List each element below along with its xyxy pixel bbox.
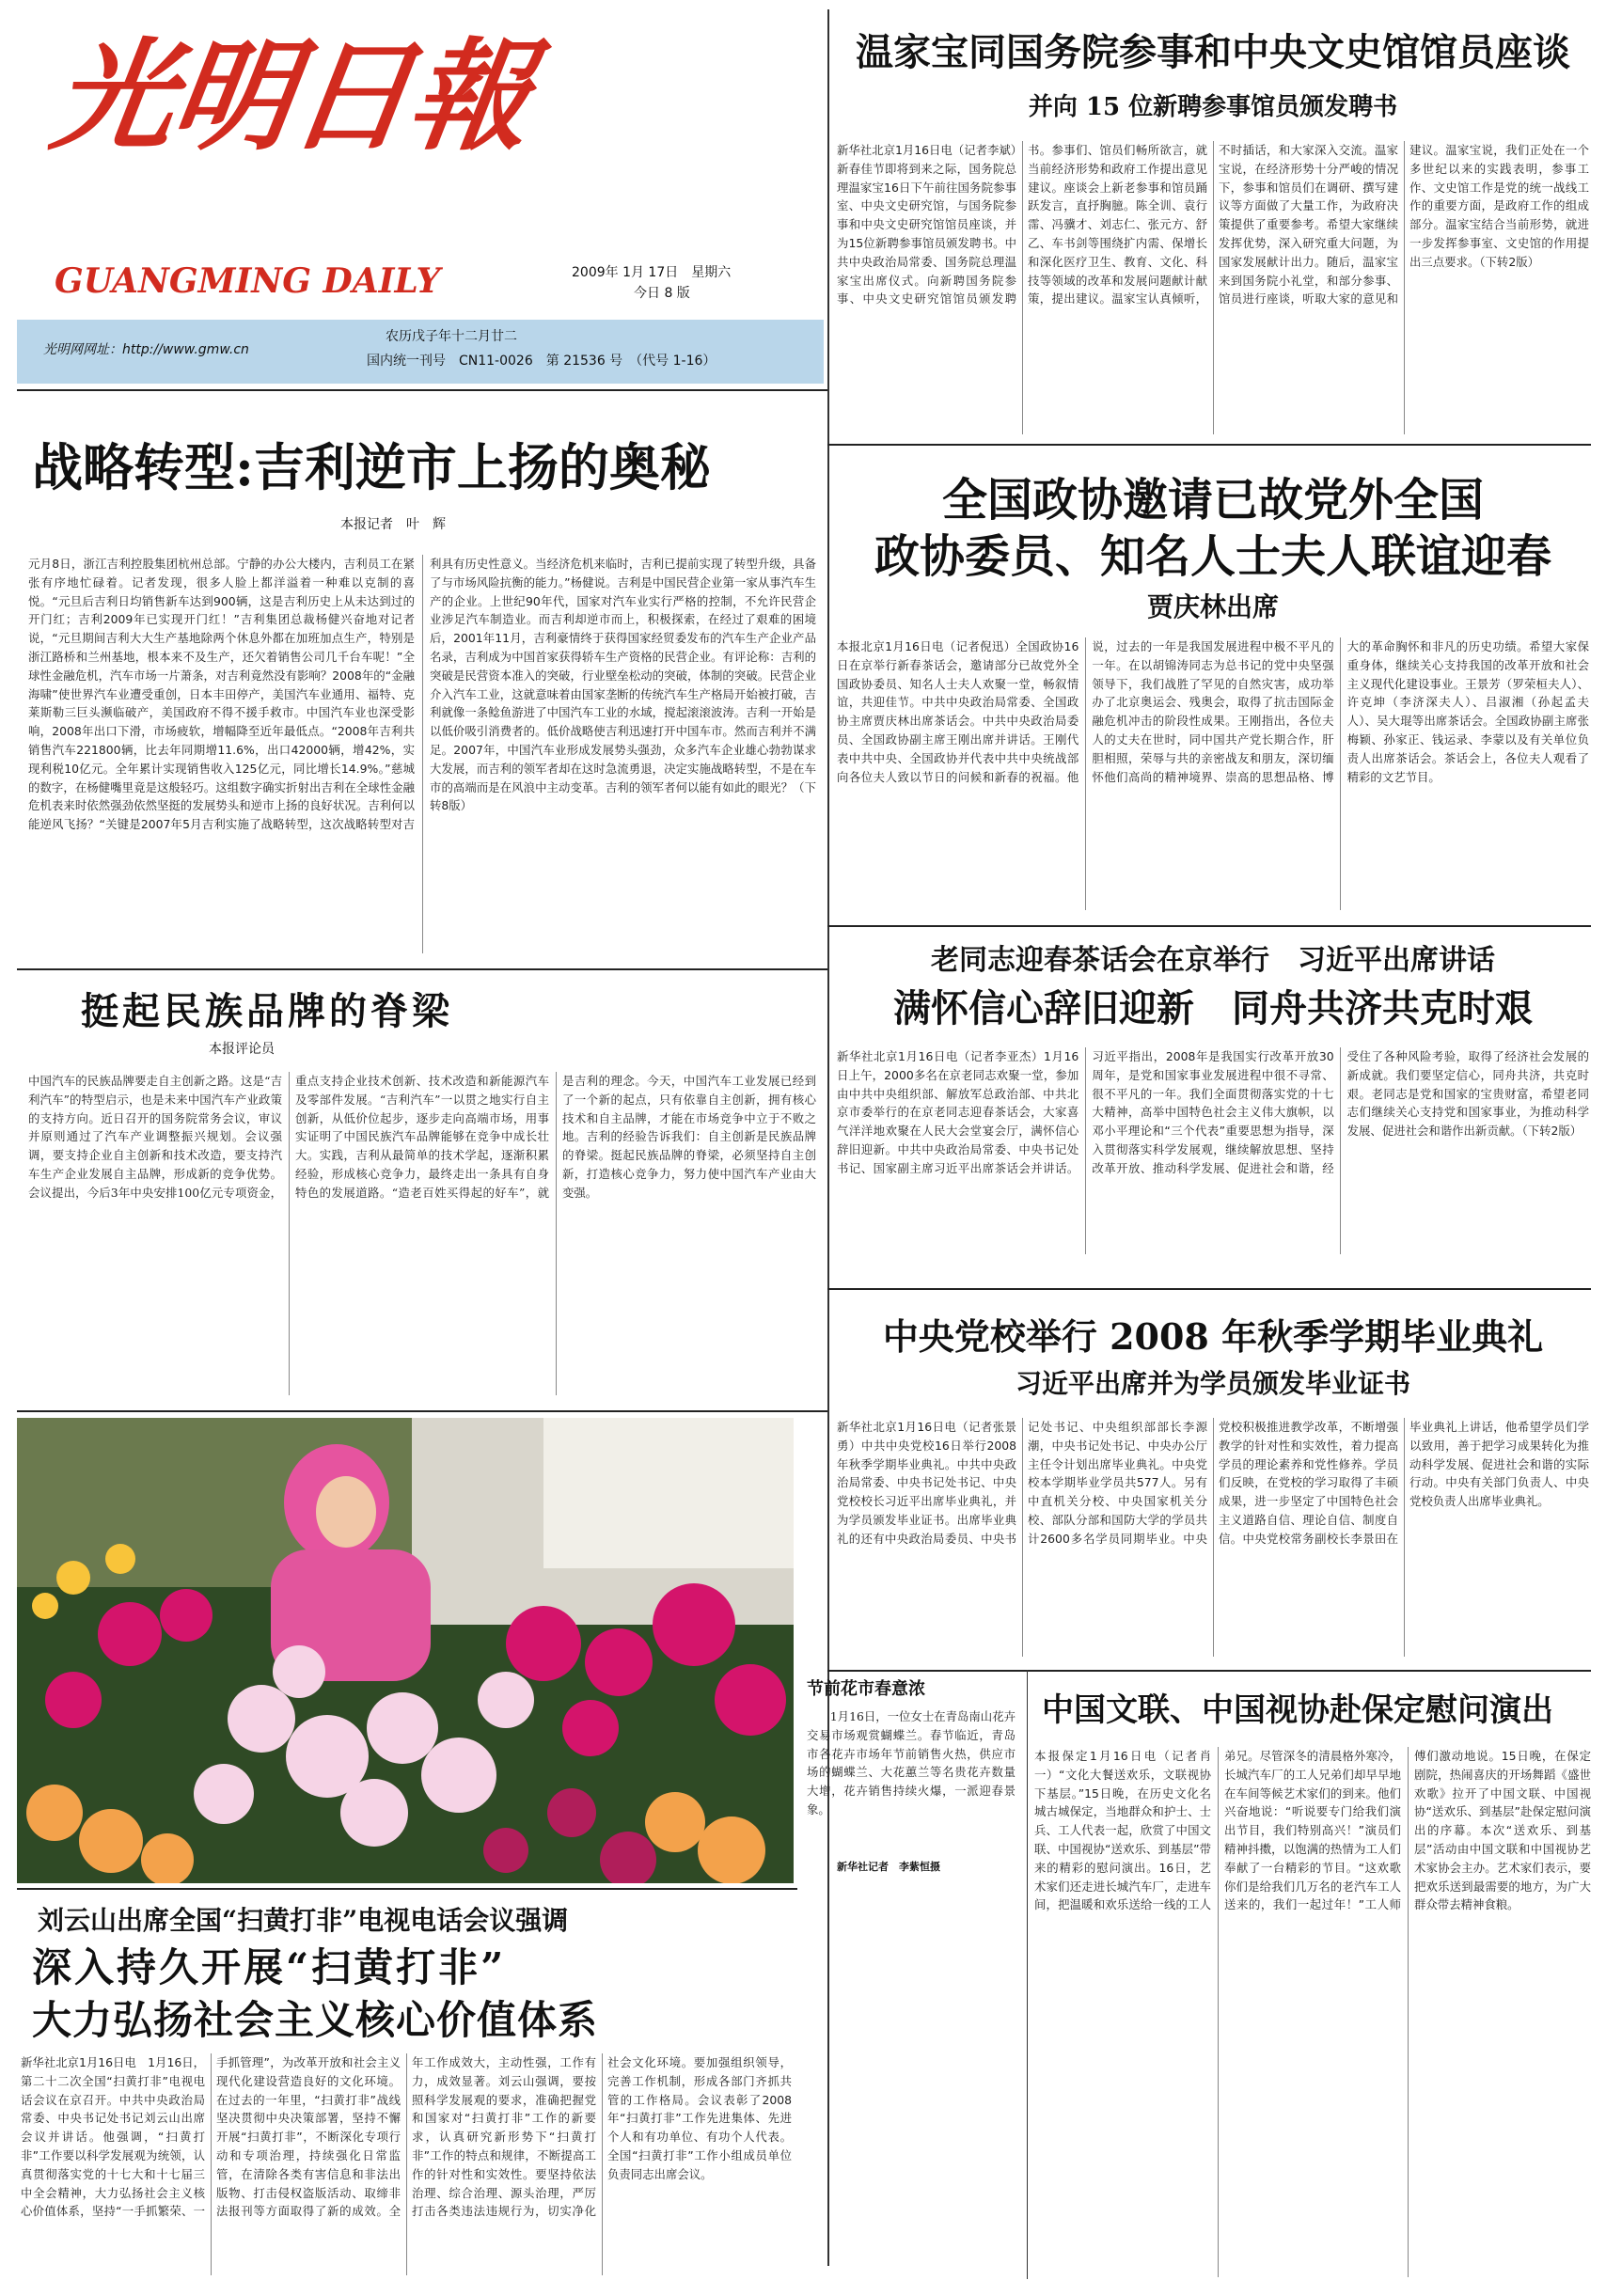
divider [827, 1670, 1591, 1672]
orchid-photo-image [17, 1418, 794, 1883]
subheadline: 习近平出席并为学员颁发毕业证书 [1015, 1368, 1410, 1399]
headline: 挺起民族品牌的脊梁 [81, 989, 453, 1033]
article-arts [1034, 1677, 1591, 2279]
flower-photo [17, 1418, 794, 1883]
photo-caption [799, 1674, 1023, 1909]
masthead-info-bar [17, 320, 824, 384]
headline: 战略转型:吉利逆市上扬的奥秘 [32, 437, 711, 497]
headline: 温家宝同国务院参事和中央文史馆馆员座谈 [856, 30, 1570, 74]
byline: 本报记者 叶 辉 [340, 517, 446, 532]
divider [1027, 1670, 1028, 2279]
headline: 中国文联、中国视协赴保定慰问演出 [1042, 1691, 1553, 1729]
article-body: 元月8日，浙江吉利控股集团杭州总部。宁静的办公大楼内，吉利员工在紧张有序地忙碌着。记者发现，很多人脸上都洋溢着一种难以克制的喜悦。“元旦后吉利日均销售新车达到900辆，这是吉利历史上从未达到过的开门红；吉利2009年已实现开门红！”吉利集团总裁杨健兴奋地对记者说，“元旦期间吉利大大生产基地除两个休息外都在加班加点生产，特别是浙江路桥和兰州基地，根本来不及生产，还欠着销售公司几千台车呢！”全球性金融危机，汽车市场一片萧条，对吉利竟然没有影响？2008年的“金融海啸”使世界汽车业遭受重创，日本丰田停产，美国汽车业通用、福特、克莱斯勒三巨头濒临破产，美国政府不得不援手救市。中国汽车业也深受影响，2008年出口下滑，市场疲软，增幅降至近年最低点。“2008年吉利共销售汽车221800辆，比去年同期增11.6%，出口42000辆，增42%，实现利税10亿元。全年累计实现销售收入125亿元，同比增长14.9%。”慈城的数字，在杨健嘴里竟是这般轻巧。这组数字确实折射出吉利在全球性金融危机表来时依然强劲依然坚挺的发展势头和逆市上扬的良好状况。吉利何以能逆风飞扬？“关键是2007年5月吉利实施了战略转型，这次战略转型对吉利具有历史性意义。当经济危机来临时，吉利已提前实现了转型升级，具备了与市场风险抗衡的能力。”杨健说。吉利是中国民营企业第一家从事汽车生产的企业。上世纪90年代，国家对汽车业实行严格的控制，不允许民营企业涉足汽车制造业。而吉利却逆市而上，积极探索，在经过了艰难的困境后，2001年11月，吉利豪情终于获得国家经贸委发布的汽车生产企业产品名录，吉利成为中国首家获得轿车生产资格的民营企业。有评论称：吉利的突破是民营资本准入的突破，行业壁垒松动的突破，体制的突破。民营企业介入汽车工业，这就意味着由国家垄断的传统汽车生产格局开始被打破，吉利就像一条鲶鱼游进了中国汽车工业的水域，搅起滚滚波涛。吉利一开始是以低价吸引消费者的。低价战略使吉利迅速打开中国车市。然而吉利并不满足。2007年，中国汽车业形成发展势头强劲，众多汽车企业雄心勃勃谋求大发展，而吉利的领军者却在这时急流勇退，决定实施战略转型，不是在车市的高端而是在风浪中主动变革。吉利的领军者何以能有如此的眼光？（下转8版） [28, 557, 816, 832]
lunar-date: 农历戊子年十二月廿二 [386, 329, 517, 344]
article-tea [837, 935, 1589, 1288]
subheadline: 贾庆林出席 [1146, 591, 1279, 622]
headline: 满怀信心辞旧迎新 同舟共济共克时艰 [893, 986, 1533, 1030]
headline: 全国政协邀请已故党外全国 [941, 474, 1484, 527]
pages-count: 今日 8 版 [634, 286, 690, 301]
divider [827, 9, 829, 2266]
issue-date: 2009年 1月 17日 星期六 [572, 265, 732, 280]
kicker: 刘云山出席全国“扫黄打非”电视电话会议强调 [38, 1905, 569, 1936]
photo-credit: 新华社记者 李紫恒摄 [837, 1861, 940, 1873]
headline-small: 老同志迎春茶话会在京举行 习近平出席讲话 [931, 944, 1495, 977]
article-jili [21, 399, 820, 953]
article-wen [837, 17, 1589, 436]
headline: 中央党校举行 2008 年秋季学期毕业典礼 [882, 1315, 1544, 1358]
caption-title: 节前花市春意浓 [807, 1679, 925, 1699]
headline: 大力弘扬社会主义核心价值体系 [32, 1997, 599, 2043]
article-party-school [837, 1297, 1589, 1664]
masthead [17, 9, 826, 385]
divider [17, 1888, 797, 1890]
divider [17, 968, 827, 970]
caption-text: 1月16日，一位女士在青岛南山花卉交易市场观赏蝴蝶兰。春节临近，青岛市各花卉市场年节前销售火热，供应市场的蝴蝶兰、大花蕙兰等名贵花卉数量大增，花卉销售持续火爆，一派迎春景象。 [807, 1709, 1016, 1816]
divider [827, 444, 1591, 446]
article-body: 新华社北京1月16日电（记者李斌）新春佳节即将到来之际，国务院总理温家宝16日下午前往国务院参事室、中央文史研究馆，与国务院参事和中央文史研究馆馆员座谈，并为15位新聘参事馆员颁发聘书。中共中央政治局常委、国务院总理温家宝出席仪式。向新聘国务院参事、中央文史研究馆馆员颁发聘书。参事们、馆员们畅所欲言，就当前经济形势和政府工作提出意见建议。座谈会上新老参事和馆员踊跃发言，直抒胸臆。陈全训、袁行霈、冯骥才、刘志仁、张元方、舒乙、车书剑等围绕扩内需、保增长和深化医疗卫生、教育、文化、科技等领域的改革和发展问题献计献策，提出建议。温家宝认真倾听，不时插话，和大家深入交流。温家宝说，在经济形势十分严峻的情况下，参事和馆员们在调研、撰写建议等方面做了大量工作，为政府决策提供了重要参考。希望大家继续发挥优势，深入研究重大问题，为国家发展献计出力。随后，温家宝来到国务院小礼堂，和部分参事、馆员进行座谈，听取大家的意见和建议。温家宝说，我们正处在一个多世纪以来的实践表明，参事工作、文史馆工作是党的统一战线工作的重要方面，是政府工作的组成部分。温家宝结合当前形势，就进一步发挥参事室、文史馆的作用提出三点要求。（下转2版） [837, 143, 1589, 307]
byline: 本报评论员 [209, 1042, 275, 1057]
article-body: 本报保定1月16日电（记者肖一）“文化大餐送欢乐，文联视协下基层。”15日晚，在历史文化名城古城保定，当地群众和护士、士兵、工人代表一起，欣赏了中国文联、中国视协“送欢乐、到基层”带来的精彩的慰问演出。16日，艺术家们还走进长城汽车厂，走进车间，把温暖和欢乐送给一线的工人弟兄。尽管深冬的清晨格外寒冷，长城汽车厂的工人兄弟们却早早地在车间等候艺术家们的到来。他们兴奋地说：“听说要专门给我们演出节目，我们特别高兴！”演员们精神抖擞，以饱满的热情为工人们奉献了一台精彩的节目。“这欢歌你们是给我们几万名的老汽车工人送来的，我们一起过年！”工人师傅们激动地说。15日晚，在保定剧院，热闹喜庆的开场舞蹈《盛世欢歌》拉开了中国文联、中国视协“送欢乐、到基层”赴保定慰问演出的序幕。本次“送欢乐、到基层”活动由中国文联和中国视协艺术家协会主办。艺术家们表示，要把欢乐送到最需要的地方，为广大群众带去精神食粮。 [1034, 1749, 1591, 1912]
issue-number: 国内统一刊号 CN11-0026 第 21536 号 （代号 1-16） [367, 354, 716, 369]
article-anti-porn [21, 1895, 792, 2281]
website: 光明网网址：http://www.gmw.cn [43, 342, 249, 357]
divider [827, 925, 1591, 927]
divider [827, 1288, 1591, 1290]
headline: 深入持久开展“扫黄打非” [32, 1944, 507, 1990]
article-body: 新华社北京1月16日电（记者李亚杰）1月16日上午，2000多名在京老同志欢聚一堂，参加由中共中央组织部、解放军总政治部、中共北京市委举行的在京老同志迎春茶话会，大家喜气洋洋地欢聚在人民大会堂宴会厅，满怀信心辞旧迎新。中共中央政治局常委、中央书记处书记、国家副主席习近平出席茶话会并讲话。习近平指出，2008年是我国实行改革开放30周年，是党和国家事业发展进程中很不寻常、很不平凡的一年。我们全面贯彻落实党的十七大精神，高举中国特色社会主义伟大旗帜，以邓小平理论和“三个代表”重要思想为指导，深入贯彻落实科学发展观，继续解放思想、坚持改革开放、推动科学发展、促进社会和谐，经受住了各种风险考验，取得了经济社会发展的新成就。我们要坚定信心，同舟共济，共克时艰。老同志是党和国家的宝贵财富，希望老同志们继续关心支持党和国家事业，为推动科学发展、促进社会和谐作出新贡献。（下转2版） [837, 1049, 1589, 1175]
headline: 政协委员、知名人士夫人联谊迎春 [874, 530, 1551, 583]
divider [17, 1410, 827, 1412]
article-body: 新华社北京1月16日电（记者张景勇）中共中央党校16日举行2008年秋季学期毕业典礼。中共中央政治局常委、中央书记处书记、中央党校校长习近平出席毕业典礼，并为学员颁发毕业证书。出席毕业典礼的还有中央政治局委员、中央书记处书记、中央组织部部长李源潮，中央书记处书记、中央办公厅主任令计划出席毕业典礼。中央党校本学期毕业学员共577人。另有中直机关分校、中央国家机关分校、部队分部和国防大学的学员共计2600多名学员同期毕业。中央党校积极推进教学改革，不断增强教学的针对性和实效性，着力提高学员的理论素养和党性修养。学员们反映，在党校的学习取得了丰硕成果，进一步坚定了中国特色社会主义道路自信、理论自信、制度自信。中央党校常务副校长李景田在毕业典礼上讲话，他希望学员们学以致用，善于把学习成果转化为推动科学发展、促进社会和谐的实际行动。中央有关部门负责人、中央党校负责人出席毕业典礼。 [837, 1420, 1589, 1546]
article-body: 本报北京1月16日电（记者倪迅）全国政协16日在京举行新春茶话会，邀请部分已故党外全国政协委员、知名人士夫人欢聚一堂，畅叙情谊，共迎佳节。中共中央政治局常委、全国政协主席贾庆林出席茶话会。中共中央政治局委员、全国政协副主席王刚出席并讲话。王刚代表中共中央、全国政协并代表中共中央统战部向各位夫人致以节日的问候和新春的祝福。他说，过去的一年是我国发展进程中极不平凡的一年。在以胡锦涛同志为总书记的党中央坚强领导下，我们战胜了罕见的自然灾害，成功举办了北京奥运会、残奥会，取得了抗击国际金融危机冲击的阶段性成果。王刚指出，各位夫人的丈夫在世时，同中国共产党长期合作，肝胆相照，荣辱与共的亲密战友和朋友，深切缅怀他们高尚的精神境界、崇高的思想品格、博大的革命胸怀和非凡的历史功绩。希望大家保重身体，继续关心支持我国的改革开放和社会主义现代化建设事业。王景芳（罗荣桓夫人）、许克坤（李济深夫人）、吕淑湘（孙起孟夫人）、吴大琨等出席茶话会。全国政协副主席张梅颖、孙家正、钱运录、李蒙以及有关单位负责人出席茶话会。茶话会上，各位夫人观看了精彩的文艺节目。 [837, 639, 1589, 784]
article-body: 新华社北京1月16日电 1月16日，第二十二次全国“扫黄打非”电视电话会议在京召开。中共中央政治局常委、中央书记处书记刘云山出席会议并讲话。他强调，“扫黄打非”工作要以科学发展观为统领，认真贯彻落实党的十七大和十七届三中全会精神，大力弘扬社会主义核心价值体系，坚持“一手抓繁荣、一手抓管理”，为改革开放和社会主义现代化建设营造良好的文化环境。在过去的一年里，“扫黄打非”战线坚决贯彻中央决策部署，坚持不懈开展“扫黄打非”，不断深化专项行动和专项治理，持续强化日常监管，在清除各类有害信息和非法出版物、打击侵权盗版活动、取缔非法报刊等方面取得了新的成效。全年工作成效大，主动性强，工作有力，成效显著。刘云山强调，要按照科学发展观的要求，准确把握党和国家对“扫黄打非”工作的新要求，认真研究新形势下“扫黄打非”工作的特点和规律，不断提高工作的针对性和实效性。要坚持依法治理、综合治理、源头治理，严厉打击各类违法违规行为，切实净化社会文化环境。要加强组织领导，完善工作机制，形成各部门齐抓共管的工作格局。会议表彰了2008年“扫黄打非”工作先进集体、先进个人和有功单位、有功个人代表。全国“扫黄打非”工作小组成员单位负责同志出席会议。 [21, 2055, 792, 2219]
masthead-logo-en: GUANGMING DAILY [55, 261, 441, 301]
divider [17, 389, 827, 391]
subheadline: 并向 15 位新聘参事馆员颁发聘书 [1028, 93, 1398, 121]
article-cppcc [837, 453, 1589, 914]
article-body: 中国汽车的民族品牌要走自主创新之路。这是“吉利汽车”的特型启示，也是未来中国汽车产业政策的支持方向。近日召开的国务院常务会议，审议并原则通过了汽车产业调整振兴规划。会议强调，要支持企业自主创新和技术改造，要支持汽车生产企业发展自主品牌，形成新的竞争优势。会议提出，今后3年中央安排100亿元专项资金，重点支持企业技术创新、技术改造和新能源汽车及零部件发展。“吉利汽车”一以贯之地实行自主创新，从低价位起步，逐步走向高端市场，用事实证明了中国民族汽车品牌能够在竞争中成长壮大。实践，吉利从最简单的技术学起，逐渐积累经验，形成核心竞争力，最终走出一条具有自身特色的发展道路。“造老百姓买得起的好车”，就是吉利的理念。今天，中国汽车工业发展已经到了一个新的起点，只有依靠自主创新，拥有核心技术和自主品牌，才能在市场竞争中立于不败之地。吉利的经验告诉我们：自主创新是民族品牌的脊梁。挺起民族品牌的脊梁，必须坚持自主创新，打造核心竞争力，努力使中国汽车产业由大变强。 [28, 1074, 816, 1200]
masthead-logo: 光明日報 [44, 26, 539, 167]
article-brand [21, 978, 820, 1401]
